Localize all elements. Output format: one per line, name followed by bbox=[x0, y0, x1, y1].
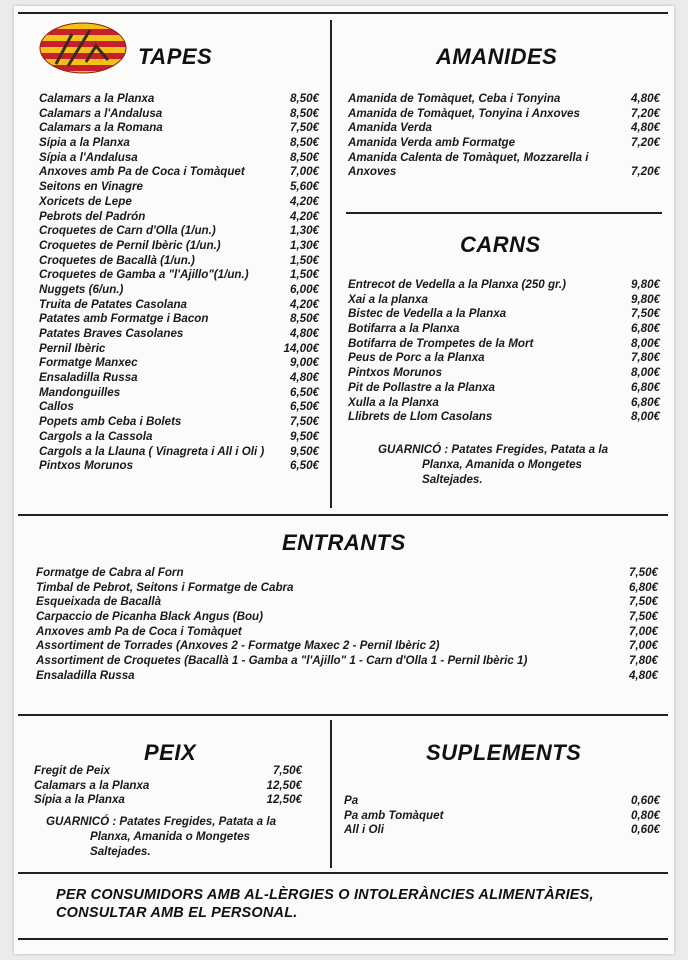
entrants-item bbox=[36, 625, 658, 640]
tapes-item bbox=[39, 371, 319, 386]
dish-name: Amanida de Tomàquet, Ceba i Tonyina bbox=[348, 92, 561, 105]
entrants-item bbox=[36, 595, 658, 610]
tapes-item bbox=[39, 386, 319, 401]
dish-name: Pebrots del Padrón bbox=[39, 209, 146, 223]
dish-name: Formatge de Cabra al Forn bbox=[36, 566, 184, 579]
dish-price: 7,50€ bbox=[289, 415, 319, 429]
dish-price: 8,50€ bbox=[289, 136, 319, 150]
dish-name: Fregit de Peix bbox=[34, 764, 111, 777]
tapes-item bbox=[39, 445, 319, 460]
tapes-item bbox=[39, 136, 319, 151]
carns-item bbox=[348, 307, 660, 322]
dish-name: Anxoves amb Pa de Coca i Tomàquet bbox=[39, 165, 245, 179]
carns-item bbox=[348, 293, 660, 308]
dish-price: 8,00€ bbox=[630, 410, 660, 424]
tapes-item bbox=[39, 327, 319, 342]
suplements-list bbox=[344, 794, 660, 838]
carns-item bbox=[348, 381, 660, 396]
dish-price: 7,50€ bbox=[289, 121, 319, 135]
dish-price: 7,80€ bbox=[630, 351, 660, 365]
dish-name: Carpaccio de Picanha Black Angus (Bou) bbox=[36, 610, 263, 624]
allergy-note-line-2: CONSULTAR AMB EL PERSONAL. bbox=[56, 905, 298, 921]
dish-name: Amanida Verda bbox=[348, 121, 432, 135]
dish-price: 4,80€ bbox=[630, 92, 660, 105]
dish-name: Sípia a la Planxa bbox=[39, 136, 130, 150]
carns-item bbox=[348, 366, 660, 381]
peix-garnish-line-2: Planxa, Amanida o Mongetes bbox=[90, 830, 250, 843]
allergy-note bbox=[56, 886, 656, 922]
dish-name: Pa amb Tomàquet bbox=[344, 808, 444, 822]
dish-price: 6,50€ bbox=[289, 385, 319, 399]
dish-price: 4,80€ bbox=[289, 327, 319, 340]
carns-item bbox=[348, 396, 660, 411]
carns-item bbox=[348, 351, 660, 366]
suplements-title: SUPLEMENTS bbox=[426, 740, 582, 765]
dish-price: 4,80€ bbox=[628, 668, 658, 682]
dish-name: Formatge Manxec bbox=[39, 356, 138, 370]
tapes-item bbox=[39, 283, 319, 298]
tapes-item bbox=[39, 121, 319, 136]
dish-price: 7,00€ bbox=[628, 624, 658, 638]
tapes-item bbox=[39, 298, 319, 313]
amanides-item bbox=[348, 121, 660, 136]
dish-price: 7,80€ bbox=[628, 654, 658, 668]
amanides-carns-rule bbox=[346, 212, 662, 214]
dish-name: Pintxos Morunos bbox=[348, 366, 443, 380]
tapes-item bbox=[39, 107, 319, 122]
dish-name: Callos bbox=[39, 400, 74, 414]
entrants-item bbox=[36, 581, 658, 596]
suplements-item bbox=[344, 823, 660, 838]
tapes-item bbox=[39, 254, 319, 269]
dish-price: 6,80€ bbox=[630, 395, 660, 409]
dish-price: 4,20€ bbox=[289, 209, 319, 223]
entrants-list bbox=[36, 566, 658, 684]
dish-price: 7,50€ bbox=[628, 610, 658, 624]
amanides-item bbox=[348, 92, 660, 107]
dish-name: Patates Braves Casolanes bbox=[39, 327, 184, 340]
dish-name: Sípia a la Planxa bbox=[34, 793, 125, 807]
dish-name: Llibrets de Llom Casolans bbox=[348, 410, 493, 424]
dish-price: 4,80€ bbox=[289, 371, 319, 385]
dish-price: 8,50€ bbox=[289, 150, 319, 164]
tapes-item bbox=[39, 151, 319, 166]
dish-name: Popets amb Ceba i Bolets bbox=[39, 415, 182, 429]
tapes-item bbox=[39, 92, 319, 107]
dish-price: 8,50€ bbox=[289, 106, 319, 120]
carns-garnish bbox=[378, 442, 658, 487]
tapes-item bbox=[39, 459, 319, 474]
amanides-list bbox=[348, 92, 660, 180]
dish-name: Croquetes de Gamba a "l'Ajillo"(1/un.) bbox=[39, 268, 249, 282]
dish-price: 5,60€ bbox=[289, 180, 319, 194]
tapes-item bbox=[39, 165, 319, 180]
tapes-item bbox=[39, 195, 319, 210]
dish-name: Calamars a la Planxa bbox=[34, 778, 150, 792]
dish-name: Pit de Pollastre a la Planxa bbox=[348, 380, 495, 394]
dish-price: 8,50€ bbox=[289, 312, 319, 326]
top-rule bbox=[18, 12, 668, 14]
catalan-flag-logo bbox=[38, 20, 128, 76]
entrants-top-rule bbox=[18, 514, 668, 516]
dish-price: 9,50€ bbox=[289, 444, 319, 458]
amanides-title: AMANIDES bbox=[436, 44, 558, 69]
dish-price: 12,50€ bbox=[266, 793, 302, 807]
dish-name: Xulla a la Planxa bbox=[348, 395, 439, 409]
dish-price: 7,50€ bbox=[628, 566, 658, 579]
dish-price: 7,00€ bbox=[628, 639, 658, 653]
dish-name: Botifarra a la Planxa bbox=[348, 322, 460, 336]
dish-price: 9,80€ bbox=[630, 278, 660, 291]
peix-item bbox=[34, 764, 302, 779]
tapes-item bbox=[39, 239, 319, 254]
dish-name: Croquetes de Carn d'Olla (1/un.) bbox=[39, 224, 216, 238]
entrants-item bbox=[36, 610, 658, 625]
peix-item bbox=[34, 779, 302, 794]
dish-price: 4,20€ bbox=[289, 194, 319, 208]
dish-price: 7,20€ bbox=[630, 136, 660, 150]
tapes-title: TAPES bbox=[138, 44, 213, 69]
dish-price: 9,80€ bbox=[630, 292, 660, 306]
entrants-item bbox=[36, 566, 658, 581]
dish-name: Botifarra de Trompetes de la Mort bbox=[348, 336, 534, 350]
dish-name: Xoricets de Lepe bbox=[39, 194, 132, 208]
tapes-item bbox=[39, 342, 319, 357]
allergy-top-rule bbox=[18, 872, 668, 874]
dish-price: 1,50€ bbox=[289, 253, 319, 267]
carns-item bbox=[348, 278, 660, 293]
peix-list bbox=[34, 764, 302, 808]
allergy-note-line-1: PER CONSUMIDORS AMB AL-LÈRGIES O INTOLERÀNCIES ALIMENTÀRIES, bbox=[56, 887, 594, 903]
tapes-item bbox=[39, 312, 319, 327]
carns-title: CARNS bbox=[460, 232, 541, 257]
peix-garnish-line-3: Saltejades. bbox=[90, 845, 151, 858]
carns-garnish-line-2: Planxa, Amanida o Mongetes bbox=[422, 458, 582, 471]
entrants-item bbox=[36, 639, 658, 654]
dish-price: 7,50€ bbox=[630, 307, 660, 321]
suplements-item bbox=[344, 809, 660, 824]
entrants-item bbox=[36, 669, 658, 684]
dish-name: Amanida Calenta de Tomàquet, Mozzarella i Anxoves bbox=[348, 150, 589, 179]
dish-name: Timbal de Pebrot, Seitons i Formatge de Cabra bbox=[36, 580, 294, 594]
dish-name: Anxoves amb Pa de Coca i Tomàquet bbox=[36, 624, 242, 638]
dish-price: 1,30€ bbox=[289, 224, 319, 238]
dish-name: Seitons en Vinagre bbox=[39, 180, 143, 194]
dish-price: 7,50€ bbox=[628, 595, 658, 609]
dish-name: Calamars a l'Andalusa bbox=[39, 106, 163, 120]
dish-price: 4,20€ bbox=[289, 297, 319, 311]
peix-garnish-line-1: GUARNICÓ : Patates Fregides, Patata a la bbox=[46, 815, 277, 828]
dish-price: 7,20€ bbox=[630, 106, 660, 120]
carns-list bbox=[348, 278, 660, 425]
tapes-item bbox=[39, 268, 319, 283]
top-column-divider bbox=[330, 20, 332, 508]
dish-price: 6,00€ bbox=[289, 282, 319, 296]
dish-name: Ensaladilla Russa bbox=[39, 371, 138, 385]
dish-price: 8,00€ bbox=[630, 336, 660, 350]
dish-name: Calamars a la Romana bbox=[39, 121, 163, 135]
dish-price: 1,50€ bbox=[289, 268, 319, 282]
dish-name: Cargols a la Llauna ( Vinagreta i All i Oli ) bbox=[39, 444, 265, 458]
dish-name: Sípia a l'Andalusa bbox=[39, 150, 138, 164]
tapes-item bbox=[39, 356, 319, 371]
dish-name: Bistec de Vedella a la Planxa bbox=[348, 307, 507, 321]
carns-garnish-line-3: Saltejades. bbox=[422, 473, 483, 486]
dish-price: 8,50€ bbox=[289, 92, 319, 105]
carns-garnish-line-1: GUARNICÓ : Patates Fregides, Patata a la bbox=[378, 443, 609, 456]
dish-name: Xai a la planxa bbox=[348, 292, 428, 306]
dish-price: 0,60€ bbox=[630, 823, 660, 837]
dish-name: Assortiment de Croquetes (Bacallà 1 - Gamba a "l'Ajillo" 1 - Carn d'Olla 1 - Pernil Ibèric 1) bbox=[36, 654, 528, 668]
peix-title: PEIX bbox=[144, 740, 197, 765]
entrants-item bbox=[36, 654, 658, 669]
dish-name: Ensaladilla Russa bbox=[36, 668, 135, 682]
dish-price: 12,50€ bbox=[266, 778, 302, 792]
dish-price: 7,00€ bbox=[289, 165, 319, 179]
suplements-item bbox=[344, 794, 660, 809]
tapes-item bbox=[39, 400, 319, 415]
peix-item bbox=[34, 793, 302, 808]
dish-name: Amanida Verda amb Formatge bbox=[348, 136, 516, 150]
bottom-sections-rule bbox=[18, 714, 668, 716]
tapes-item bbox=[39, 210, 319, 225]
dish-name: Entrecot de Vedella a la Planxa (250 gr.) bbox=[348, 278, 567, 291]
dish-price: 6,80€ bbox=[628, 580, 658, 594]
dish-price: 14,00€ bbox=[283, 341, 319, 355]
dish-name: Patates amb Formatge i Bacon bbox=[39, 312, 209, 326]
dish-price: 7,20€ bbox=[630, 165, 660, 179]
entrants-title: ENTRANTS bbox=[282, 530, 406, 555]
dish-name: Esqueixada de Bacallà bbox=[36, 595, 162, 609]
dish-price: 0,60€ bbox=[630, 794, 660, 807]
dish-price: 9,50€ bbox=[289, 429, 319, 443]
carns-item bbox=[348, 337, 660, 352]
dish-name: Amanida de Tomàquet, Tonyina i Anxoves bbox=[348, 106, 580, 120]
dish-name: Pa bbox=[344, 794, 359, 807]
dish-name: Peus de Porc a la Planxa bbox=[348, 351, 485, 365]
amanides-item bbox=[348, 136, 660, 151]
dish-name: Assortiment de Torrades (Anxoves 2 - Formatge Maxec 2 - Pernil Ibèric 2) bbox=[36, 639, 440, 653]
tapes-list bbox=[39, 92, 319, 474]
dish-price: 9,00€ bbox=[289, 356, 319, 370]
tapes-item bbox=[39, 180, 319, 195]
amanides-item bbox=[348, 151, 660, 180]
menu-page bbox=[14, 6, 674, 954]
dish-price: 7,50€ bbox=[272, 764, 302, 777]
carns-item bbox=[348, 322, 660, 337]
bottom-rule bbox=[18, 938, 668, 940]
dish-price: 6,50€ bbox=[289, 459, 319, 473]
dish-price: 4,80€ bbox=[630, 121, 660, 135]
dish-name: Pernil Ibèric bbox=[39, 341, 106, 355]
dish-price: 1,30€ bbox=[289, 238, 319, 252]
dish-name: Croquetes de Pernil Ibèric (1/un.) bbox=[39, 238, 221, 252]
tapes-item bbox=[39, 224, 319, 239]
tapes-item bbox=[39, 415, 319, 430]
peix-garnish bbox=[46, 814, 336, 859]
dish-price: 6,80€ bbox=[630, 380, 660, 394]
dish-name: All i Oli bbox=[344, 823, 384, 837]
dish-name: Calamars a la Planxa bbox=[39, 92, 155, 105]
carns-item bbox=[348, 410, 660, 425]
dish-name: Croquetes de Bacallà (1/un.) bbox=[39, 253, 195, 267]
dish-price: 8,00€ bbox=[630, 366, 660, 380]
dish-name: Pintxos Morunos bbox=[39, 459, 134, 473]
amanides-item bbox=[348, 107, 660, 122]
dish-price: 6,80€ bbox=[630, 322, 660, 336]
dish-name: Nuggets (6/un.) bbox=[39, 282, 124, 296]
dish-name: Truita de Patates Casolana bbox=[39, 297, 187, 311]
dish-name: Cargols a la Cassola bbox=[39, 429, 153, 443]
dish-name: Mandonguilles bbox=[39, 385, 121, 399]
tapes-item bbox=[39, 430, 319, 445]
dish-price: 0,80€ bbox=[630, 808, 660, 822]
dish-price: 6,50€ bbox=[289, 400, 319, 414]
